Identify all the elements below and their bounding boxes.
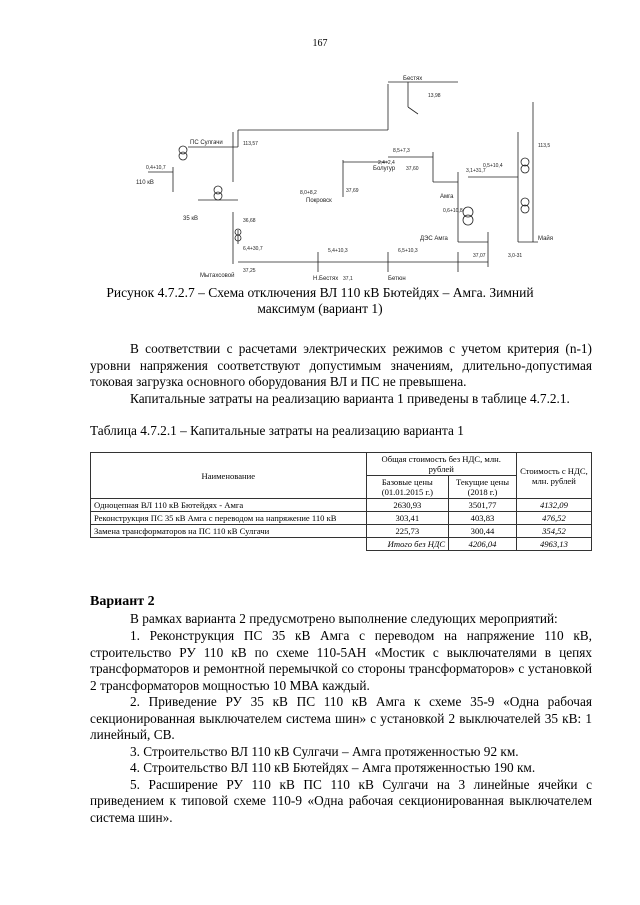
label-110kv: 110 кВ (136, 180, 154, 186)
list-item: 4. Строительство ВЛ 110 кВ Бютейдях – Амга протяженностью 190 км. (130, 760, 536, 775)
cell-name: Реконструкция ПС 35 кВ Амга с переводом на напряжение 110 кВ (91, 512, 367, 525)
variant2-intro: В рамках варианта 2 предусмотрено выполнение следующих мероприятий: (130, 611, 558, 626)
cell-base: 303,41 (366, 512, 449, 525)
label-amga: Амга (440, 194, 454, 200)
table-total-row (91, 538, 592, 551)
header-current-prices: Текущие цены (2018 г.) (449, 476, 517, 499)
label-pokrovsk: Покровск (306, 198, 332, 204)
reading-r10: 3,0-31 (508, 253, 523, 259)
cell-current: 3501,77 (449, 499, 517, 512)
reading-r14: 5,4+10,3 (328, 248, 348, 254)
cell-base: 225,73 (366, 525, 449, 538)
reading-r13: 2,4+2,4 (378, 160, 395, 166)
reading-r1: 13,98 (428, 93, 441, 99)
list-item: 5. Расширение РУ 110 кВ ПС 110 кВ Сулгачи на 3 линейные ячейки с приведением к типовой схеме 110-9 «Одна рабочая секционированная выключателем система шин». (90, 776, 592, 825)
reading-r6: 37,69 (346, 188, 359, 194)
label-nizhniy-bestyakh: Н.Бестях (313, 276, 339, 282)
table-row (91, 499, 592, 512)
reading-r20: 6,4+30,7 (243, 246, 263, 252)
header-name: Наименование (91, 453, 367, 499)
header-base-prices: Базовые цены (01.01.2015 г.) (366, 476, 449, 499)
header-with-vat: Стоимость с НДС, млн. рублей (516, 453, 591, 499)
reading-r5: 37,60 (406, 166, 419, 172)
reading-r19: 3,1+31,7 (466, 168, 486, 174)
reading-r17: 0,5+10,4 (483, 163, 503, 169)
reading-r12: 8,5+7,3 (393, 148, 410, 154)
page-number: 167 (312, 38, 328, 49)
label-bestyakh: Бестях (403, 76, 423, 82)
label-betyun: Бетюн (388, 276, 406, 282)
cell-name: Замена трансформаторов на ПС 110 кВ Сулгачи (91, 525, 367, 538)
total-current: 4206,04 (449, 538, 517, 551)
single-line-diagram (88, 72, 588, 282)
list-item: 1. Реконструкция ПС 35 кВ Амга с переводом на напряжение 110 кВ, строительство РУ 110 кВ по схеме 110-5АН «Мостик с выключателями в цепях трансформаторов и ремонтной перемычкой со стороны трансформаторов» с установкой 2 трансформаторов мощностью 10 МВА каждый. (90, 628, 592, 693)
cell-vat: 354,52 (516, 525, 591, 538)
cell-vat: 476,52 (516, 512, 591, 525)
variant2-list (90, 628, 592, 826)
list-item: 3. Строительство ВЛ 110 кВ Сулгачи – Амга протяженностью 92 км. (130, 743, 519, 759)
label-35kv: 35 кВ (183, 216, 198, 222)
reading-r15: 6,5+10,3 (398, 248, 418, 254)
reading-r3: 36,68 (243, 218, 256, 224)
paragraph-1: В соответствии с расчетами электрических режимов с учетом критерия (n-1) уровни напряжения соответствуют допустимым значениям, длительно-допустимая токовая загрузка основного оборудования ВЛ и ПС не превышена. (90, 341, 592, 389)
reading-r11: 8,0+8,2 (300, 190, 317, 196)
total-vat: 4963,13 (516, 538, 591, 551)
reading-r16: 0,4+10,7 (146, 165, 166, 171)
table-row (91, 512, 592, 525)
list-item: 2. Приведение РУ 35 кВ ПС 110 кВ Амга к схеме 35-9 «Одна рабочая секционированная выключателем система шин» с установкой 2 выключателей 35 кВ: 1 линейный, СВ. (90, 694, 592, 742)
reading-r7: 37,07 (473, 253, 486, 259)
header-total-no-vat: Общая стоимость без НДС, млн. рублей (366, 453, 516, 476)
table-title: Таблица 4.7.2.1 – Капитальные затраты на реализацию варианта 1 (90, 423, 464, 438)
variant2-title: Вариант 2 (90, 594, 155, 609)
cell-name: Одноцепная ВЛ 110 кВ Бютейдях - Амга (91, 499, 367, 512)
cell-base: 2630,93 (366, 499, 449, 512)
schematic-svg (88, 72, 588, 282)
capex-table (90, 452, 592, 551)
reading-r4: 37,25 (243, 268, 256, 274)
table-row (91, 525, 592, 538)
label-dbs-amga: ДЭС Амга (420, 236, 448, 242)
cell-vat: 4132,09 (516, 499, 591, 512)
paragraph-2: Капитальные затраты на реализацию варианта 1 приведены в таблице 4.7.2.1. (130, 391, 570, 406)
label-maya: Майя (538, 236, 554, 242)
cell-current: 300,44 (449, 525, 517, 538)
reading-r9: 113,5 (538, 143, 551, 149)
reading-r18: 0,6+10,8 (443, 208, 463, 214)
label-bolugur: Болугур (373, 166, 396, 172)
label-mytyl: Мытахсовой (200, 273, 235, 279)
total-label: Итого без НДС (366, 538, 449, 551)
cell-current: 403,83 (449, 512, 517, 525)
reading-r2: 113,57 (243, 141, 258, 147)
figure-caption: Рисунок 4.7.2.7 – Схема отключения ВЛ 110 кВ Бютейдях – Амга. Зимний максимум (вариант 1) (106, 285, 534, 316)
reading-r8: 37,1 (343, 276, 353, 282)
label-sulgachi: ПС Сулгачи (190, 140, 223, 146)
